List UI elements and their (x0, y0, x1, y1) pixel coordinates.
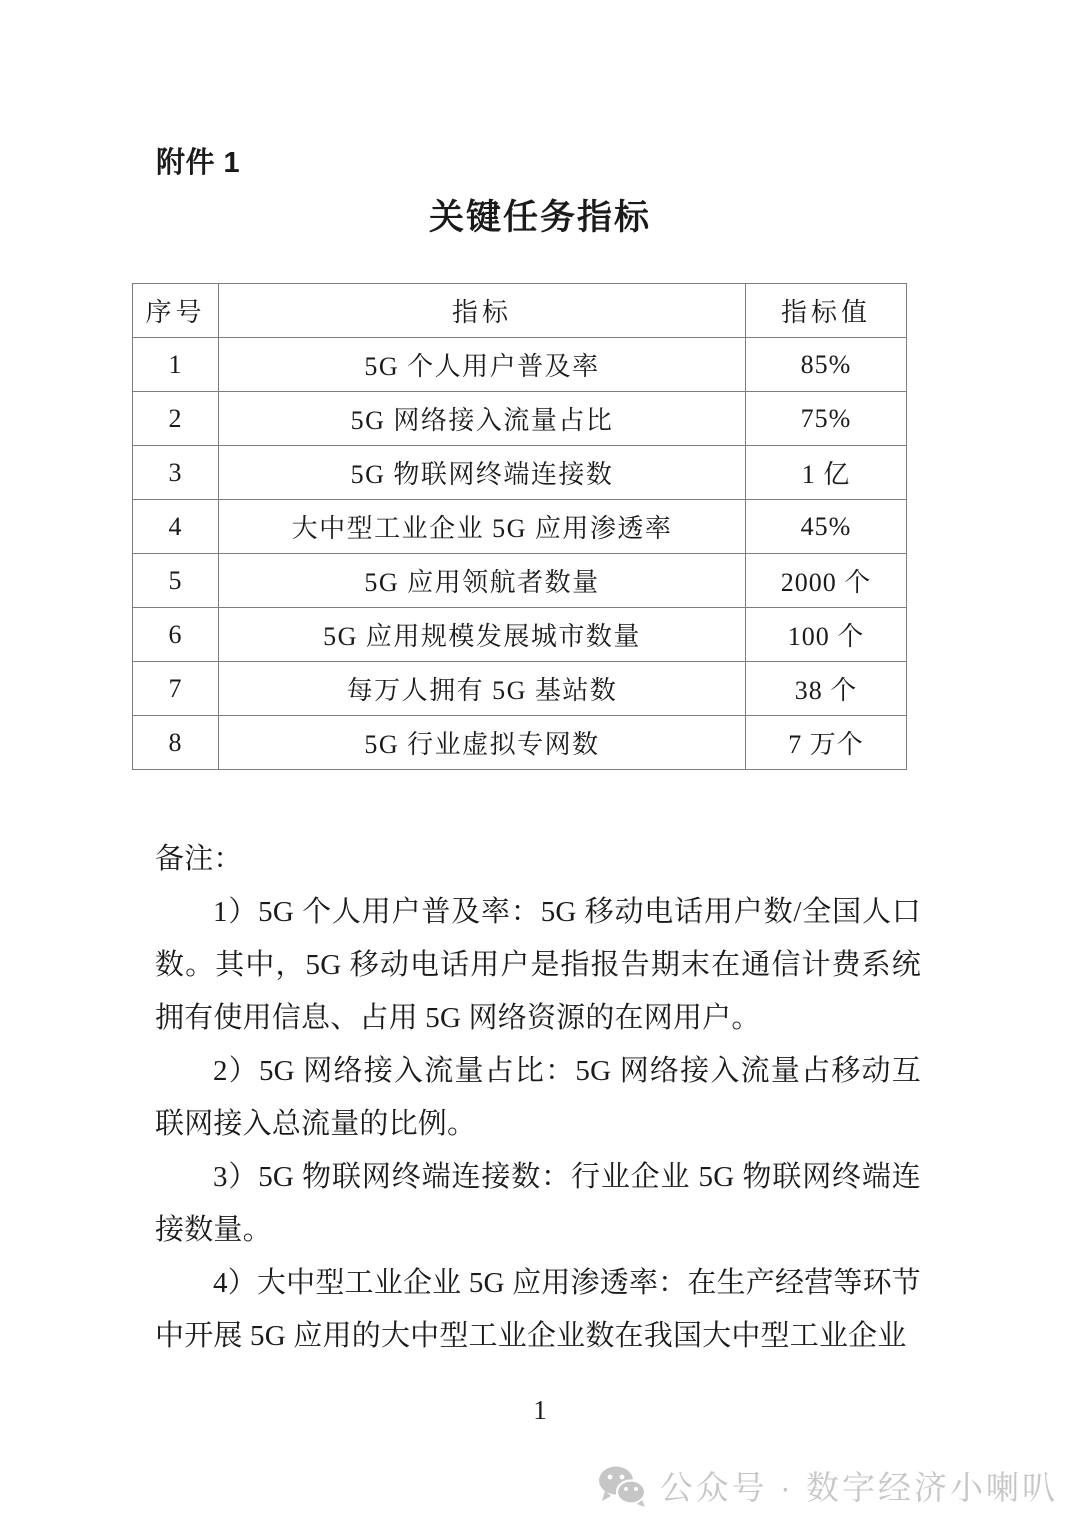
cell-metric: 5G 个人用户普及率 (219, 338, 746, 392)
cell-no: 2 (133, 392, 219, 446)
watermark (598, 1462, 1058, 1509)
cell-metric: 5G 物联网终端连接数 (219, 446, 746, 500)
table-row (133, 554, 907, 608)
note-item-1: 1）5G 个人用户普及率：5G 移动电话用户数/全国人口数。其中，5G 移动电话用户是指报告期末在通信计费系统拥有使用信息、占用 5G 网络资源的在网用户。 (155, 896, 921, 1034)
note-item-2: 2）5G 网络接入流量占比：5G 网络接入流量占移动互联网接入总流量的比例。 (155, 1055, 921, 1140)
table-row (133, 662, 907, 716)
column-header-value: 指标值 (746, 284, 907, 338)
cell-no: 1 (133, 338, 219, 392)
table-row (133, 500, 907, 554)
table-row (133, 446, 907, 500)
cell-value: 75% (746, 392, 907, 446)
cell-metric: 每万人拥有 5G 基站数 (219, 662, 746, 716)
table-header-row (133, 284, 907, 338)
cell-no: 8 (133, 716, 219, 770)
cell-value: 100 个 (746, 608, 907, 662)
cell-no: 4 (133, 500, 219, 554)
table-body (133, 338, 907, 770)
table-row (133, 338, 907, 392)
cell-value: 85% (746, 338, 907, 392)
note-item-4: 4）大中型工业企业 5G 应用渗透率：在生产经营等环节中开展 5G 应用的大中型工业企业数在我国大中型工业企业 (155, 1267, 921, 1352)
column-header-metric: 指标 (219, 284, 746, 338)
table-row (133, 392, 907, 446)
cell-metric: 5G 行业虚拟专网数 (219, 716, 746, 770)
metrics-table-container (132, 283, 906, 770)
cell-no: 7 (133, 662, 219, 716)
column-header-no: 序号 (133, 284, 219, 338)
cell-metric: 5G 应用规模发展城市数量 (219, 608, 746, 662)
table-row (133, 608, 907, 662)
page-number: 1 (533, 1395, 547, 1425)
cell-metric: 大中型工业企业 5G 应用渗透率 (219, 500, 746, 554)
cell-value: 38 个 (746, 662, 907, 716)
table-row (133, 716, 907, 770)
note-item-3: 3）5G 物联网终端连接数：行业企业 5G 物联网终端连接数量。 (155, 1161, 921, 1246)
cell-value: 7 万个 (746, 716, 907, 770)
wechat-icon (598, 1465, 646, 1507)
cell-metric: 5G 网络接入流量占比 (219, 392, 746, 446)
cell-no: 6 (133, 608, 219, 662)
table-header (133, 284, 907, 338)
key-task-metrics-table (132, 283, 907, 770)
watermark-text: 公众号 · 数字经济小喇叭 (659, 1469, 1058, 1506)
page-title: 关键任务指标 (428, 198, 651, 237)
cell-no: 5 (133, 554, 219, 608)
notes-section (155, 833, 921, 1363)
cell-no: 3 (133, 446, 219, 500)
cell-value: 1 亿 (746, 446, 907, 500)
attachment-label: 附件 1 (156, 147, 241, 179)
notes-label: 备注： (155, 843, 243, 875)
cell-value: 2000 个 (746, 554, 907, 608)
cell-value: 45% (746, 500, 907, 554)
cell-metric: 5G 应用领航者数量 (219, 554, 746, 608)
